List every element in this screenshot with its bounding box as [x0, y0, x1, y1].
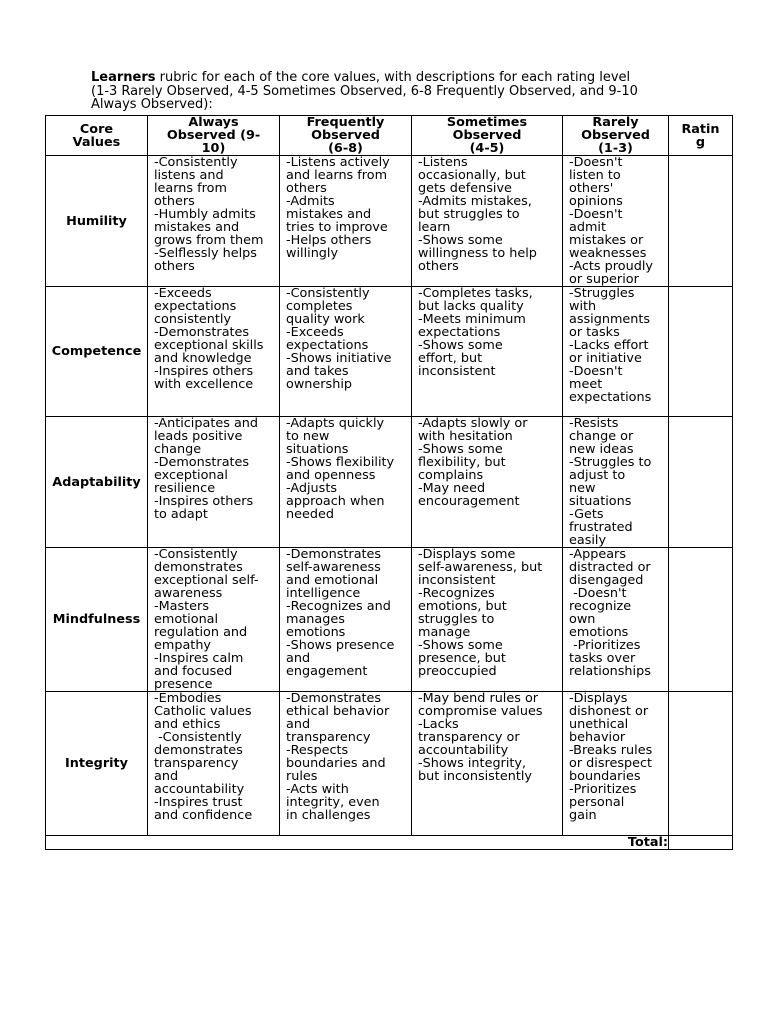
descriptor-line: in challenges [286, 808, 371, 823]
descriptor-line: situations [569, 494, 632, 509]
intro-line-1-text: rubric for each of the core values, with descriptions for each rating level [155, 70, 631, 85]
descriptor-line: own [569, 612, 596, 627]
descriptor-line: accountability [154, 782, 245, 797]
descriptor-line: demonstrates [154, 560, 243, 575]
descriptor-line: opinions [569, 194, 623, 209]
descriptor-line: resilience [154, 481, 216, 496]
descriptor-line: and ethics [154, 717, 221, 732]
descriptor-line: -Admits [286, 194, 335, 209]
descriptor-line: recognize [569, 599, 632, 614]
descriptor-line: others [154, 194, 195, 209]
descriptor-line: dishonest or [569, 704, 649, 719]
descriptor-line: but lacks quality [418, 299, 524, 314]
descriptor-line: exceptional [154, 468, 228, 483]
descriptor-line: -Doesn't [569, 207, 623, 222]
descriptor-line: empathy [154, 638, 212, 653]
rarely-observed-cell [563, 692, 669, 836]
descriptor-line: frustrated [569, 520, 633, 535]
descriptor-line: with hesitation [418, 429, 513, 444]
rarely-observed-cell [563, 156, 669, 287]
always-observed-cell [148, 156, 280, 287]
descriptor-line: -Struggles to [569, 455, 652, 470]
descriptor-line: tries to improve [286, 220, 388, 235]
total-rating-cell[interactable] [669, 836, 733, 850]
descriptor-line: unethical [569, 717, 629, 732]
descriptor-line: completes [286, 299, 353, 314]
descriptor-line: but inconsistently [418, 769, 532, 784]
descriptor-line: boundaries [569, 769, 641, 784]
always-observed-cell [148, 548, 280, 692]
rating-input-cell[interactable] [669, 156, 733, 287]
descriptor-line: meet [569, 377, 603, 392]
header-line: 10) [201, 141, 226, 156]
descriptor-line: struggles to [418, 612, 495, 627]
header-line: Observed [311, 128, 380, 143]
descriptor-line: -Meets minimum [418, 312, 526, 327]
descriptor-line: -Inspires others [154, 364, 254, 379]
descriptor-line: rules [286, 769, 318, 784]
table-row [46, 287, 733, 417]
descriptor-line: -Consistently [154, 155, 238, 170]
rarely-observed-cell [563, 548, 669, 692]
descriptor-line: intelligence [286, 586, 361, 601]
descriptor-line: and emotional [286, 573, 379, 588]
descriptor-line: -Struggles [569, 286, 635, 301]
descriptor-line: -Listens [418, 155, 468, 170]
descriptor-line: mistakes or [569, 233, 644, 248]
descriptor-line: -Shows some [418, 638, 503, 653]
descriptor-line: accountability [418, 743, 509, 758]
descriptor-line: -Consistently [286, 286, 370, 301]
descriptor-line: regulation and [154, 625, 248, 640]
descriptor-line: -Adapts slowly or [418, 416, 528, 431]
descriptor-line: disengaged [569, 573, 644, 588]
header-line: (4-5) [469, 141, 505, 156]
descriptor-line: and takes [286, 364, 349, 379]
sometimes-observed-cell [412, 692, 563, 836]
descriptor-line: -Shows some [418, 442, 503, 457]
descriptor-line: relationships [569, 664, 651, 679]
descriptor-line: -Acts proudly [569, 259, 653, 274]
descriptor-line: new ideas [569, 442, 634, 457]
descriptor-line: or superior [569, 272, 639, 287]
descriptor-line: integrity, even [286, 795, 380, 810]
descriptor-line: -Adjusts [286, 481, 338, 496]
descriptor-line: -Masters [154, 599, 209, 614]
descriptor-line: inconsistent [418, 364, 496, 379]
header-line: (6-8) [328, 141, 363, 156]
frequently-observed-cell [280, 156, 412, 287]
rating-input-cell[interactable] [669, 417, 733, 548]
descriptor-line: behavior [569, 730, 626, 745]
intro-paragraph [91, 71, 691, 112]
descriptor-line: effort, but [418, 351, 483, 366]
intro-line-1 [91, 71, 691, 85]
descriptor-line: expectations [418, 325, 501, 340]
header-line: Ratin [681, 121, 720, 137]
descriptor-line: and learns from [286, 168, 388, 183]
descriptor-line: boundaries and [286, 756, 386, 771]
descriptor-line: expectations [286, 338, 369, 353]
descriptor-line: awareness [154, 586, 223, 601]
descriptor-line: -Displays some [418, 547, 516, 562]
descriptor-line: -Shows flexibility [286, 455, 395, 470]
total-row [46, 836, 733, 850]
rubric-table [45, 115, 733, 850]
core-value-cell: Mindfulness [46, 548, 148, 692]
header-line: (1-3) [598, 141, 633, 156]
descriptor-line: -Recognizes and [286, 599, 391, 614]
descriptor-line: expectations [569, 390, 652, 405]
descriptor-line: but struggles to [418, 207, 520, 222]
descriptor-line: others' [569, 181, 614, 196]
descriptor-line: -Inspires calm [154, 651, 244, 666]
descriptor-line: distracted or [569, 560, 651, 575]
always-observed-cell [148, 417, 280, 548]
sometimes-observed-cell [412, 417, 563, 548]
descriptor-line: -Shows presence [286, 638, 395, 653]
descriptor-line: -Doesn't [569, 364, 623, 379]
descriptor-line: gets defensive [418, 181, 512, 196]
header-line: Core [79, 121, 114, 137]
sometimes-observed-cell [412, 548, 563, 692]
descriptor-line: -Appears [569, 547, 626, 562]
descriptor-line: engagement [286, 664, 368, 679]
descriptor-line: and [286, 717, 311, 732]
descriptor-line: presence, but [418, 651, 506, 666]
descriptor-line: -Exceeds [154, 286, 212, 301]
header-rarely-observed [563, 116, 669, 156]
core-value-cell: Competence [46, 287, 148, 417]
descriptor-line: to new [286, 429, 330, 444]
descriptor-line: consistently [154, 312, 232, 327]
descriptor-line: or disrespect [569, 756, 653, 771]
core-value-cell: Integrity [46, 692, 148, 836]
descriptor-line: learn [418, 220, 451, 235]
descriptor-line: others [286, 181, 327, 196]
descriptor-line: compromise values [418, 704, 543, 719]
table-row [46, 692, 733, 836]
descriptor-line: inconsistent [418, 573, 496, 588]
descriptor-line: mistakes and [154, 220, 240, 235]
descriptor-line: expectations [154, 299, 237, 314]
header-line: Observed (9- [166, 128, 261, 143]
descriptor-line: tasks over [569, 651, 636, 666]
descriptor-line: self-awareness, but [418, 560, 543, 575]
descriptor-line: and [154, 769, 179, 784]
descriptor-line: emotions [569, 625, 629, 640]
descriptor-line: -Shows some [418, 338, 503, 353]
descriptor-line: emotions, but [418, 599, 507, 614]
descriptor-line: -Demonstrates [154, 455, 250, 470]
descriptor-line: exceptional self- [154, 573, 259, 588]
descriptor-line: willingness to help [418, 246, 537, 261]
descriptor-line: self-awareness [286, 560, 381, 575]
descriptor-line: easily [569, 533, 607, 548]
descriptor-line: -Listens actively [286, 155, 390, 170]
descriptor-line: approach when [286, 494, 385, 509]
descriptor-line: occasionally, but [418, 168, 526, 183]
descriptor-line: learns from [154, 181, 227, 196]
descriptor-line: mistakes and [286, 207, 372, 222]
always-observed-cell [148, 692, 280, 836]
descriptor-line: with [569, 299, 597, 314]
descriptor-line: listens and [154, 168, 224, 183]
descriptor-line: weaknesses [569, 246, 647, 261]
descriptor-line: -Consistently [154, 547, 238, 562]
intro-line-2: (1-3 Rarely Observed, 4-5 Sometimes Observed, 6-8 Frequently Observed, and 9-10 [91, 83, 638, 99]
header-frequently-observed [280, 116, 412, 156]
descriptor-line: ethical behavior [286, 704, 390, 719]
descriptor-line: -Admits mistakes, [418, 194, 532, 209]
header-line: Observed [452, 128, 522, 143]
descriptor-line: -Prioritizes [569, 782, 637, 797]
descriptor-line: -Humbly admits [154, 207, 256, 222]
descriptor-line: demonstrates [154, 743, 243, 758]
descriptor-line: others [154, 259, 195, 274]
descriptor-line: -Adapts quickly [286, 416, 385, 431]
descriptor-line: personal [569, 795, 625, 810]
table-row [46, 548, 733, 692]
descriptor-line: transparency or [418, 730, 520, 745]
header-sometimes-observed [412, 116, 563, 156]
descriptor-line: situations [286, 442, 349, 457]
descriptor-line: or tasks [569, 325, 620, 340]
descriptor-line: admit [569, 220, 607, 235]
descriptor-line: presence [154, 677, 213, 692]
descriptor-line: manage [418, 625, 471, 640]
descriptor-line: transparency [286, 730, 371, 745]
header-rating [669, 116, 733, 156]
descriptor-line: -Shows integrity, [418, 756, 527, 771]
descriptor-line: new [569, 481, 596, 496]
header-line: Rarely [592, 115, 639, 130]
descriptor-line: grows from them [154, 233, 264, 248]
descriptor-line: -Completes tasks, [418, 286, 533, 301]
descriptor-line: adjust to [569, 468, 626, 483]
descriptor-line: -Doesn't [569, 586, 627, 601]
descriptor-line: -Inspires trust [154, 795, 243, 810]
descriptor-line: -Prioritizes [569, 638, 641, 653]
descriptor-line: -Resists [569, 416, 619, 431]
header-line: Sometimes [446, 115, 528, 130]
descriptor-line: quality work [286, 312, 365, 327]
descriptor-line: needed [286, 507, 334, 522]
frequently-observed-cell [280, 548, 412, 692]
table-row [46, 417, 733, 548]
core-value-cell: Humility [46, 156, 148, 287]
header-line: Frequently [306, 115, 385, 130]
descriptor-line: -Demonstrates [286, 547, 382, 562]
descriptor-line: assignments [569, 312, 651, 327]
core-value-cell: Adaptability [46, 417, 148, 548]
rarely-observed-cell [563, 417, 669, 548]
sometimes-observed-cell [412, 156, 563, 287]
intro-line-3: Always Observed): [91, 97, 213, 112]
descriptor-line: -Gets [569, 507, 604, 522]
header-line: Always [188, 115, 239, 130]
descriptor-line: manages [286, 612, 345, 627]
header-line: g [695, 134, 706, 150]
descriptor-line: -Recognizes [418, 586, 495, 601]
header-line: Values [72, 134, 121, 150]
descriptor-line: others [418, 259, 459, 274]
descriptor-line: to adapt [154, 507, 208, 522]
descriptor-line: encouragement [418, 494, 520, 509]
rating-input-cell[interactable] [669, 692, 733, 836]
descriptor-line: -Breaks rules [569, 743, 653, 758]
descriptor-line: ownership [286, 377, 352, 392]
rating-input-cell[interactable] [669, 548, 733, 692]
frequently-observed-cell [280, 417, 412, 548]
table-row [46, 156, 733, 287]
rarely-observed-cell [563, 287, 669, 417]
descriptor-line: emotional [154, 612, 219, 627]
descriptor-line: and focused [154, 664, 233, 679]
descriptor-line: and openness [286, 468, 376, 483]
descriptor-line: -Doesn't [569, 155, 623, 170]
frequently-observed-cell [280, 287, 412, 417]
descriptor-line: flexibility, but [418, 455, 506, 470]
descriptor-line: -Demonstrates [154, 325, 250, 340]
total-label: Total: [46, 836, 669, 850]
descriptor-line: emotions [286, 625, 346, 640]
descriptor-line: and knowledge [154, 351, 252, 366]
descriptor-line: -Selflessly helps [154, 246, 257, 261]
header-core-values [46, 116, 148, 156]
descriptor-line: -May bend rules or [418, 691, 539, 706]
descriptor-line: or initiative [569, 351, 642, 366]
header-row [46, 116, 733, 156]
descriptor-line: -Embodies [154, 691, 222, 706]
descriptor-line: willingly [286, 246, 339, 261]
descriptor-line: -Displays [569, 691, 628, 706]
rating-input-cell[interactable] [669, 287, 733, 417]
descriptor-line: -Shows some [418, 233, 503, 248]
descriptor-line: change [154, 442, 202, 457]
descriptor-line: -Acts with [286, 782, 349, 797]
descriptor-line: preoccupied [418, 664, 497, 679]
intro-bold-word: Learners [91, 70, 156, 85]
descriptor-line: -May need [418, 481, 486, 496]
descriptor-line: -Shows initiative [286, 351, 392, 366]
frequently-observed-cell [280, 692, 412, 836]
descriptor-line: -Inspires others [154, 494, 254, 509]
descriptor-line: transparency [154, 756, 239, 771]
descriptor-line: complains [418, 468, 484, 483]
descriptor-line: listen to [569, 168, 621, 183]
always-observed-cell [148, 287, 280, 417]
descriptor-line: -Anticipates and [154, 416, 259, 431]
header-line: Observed [581, 128, 650, 143]
descriptor-line: and confidence [154, 808, 253, 823]
descriptor-line: with excellence [154, 377, 254, 392]
descriptor-line: Catholic values [154, 704, 252, 719]
sometimes-observed-cell [412, 287, 563, 417]
descriptor-line: change or [569, 429, 634, 444]
descriptor-line: -Exceeds [286, 325, 344, 340]
descriptor-line: -Demonstrates [286, 691, 382, 706]
header-always-observed [148, 116, 280, 156]
descriptor-line: -Lacks [418, 717, 459, 732]
descriptor-line: -Helps others [286, 233, 372, 248]
descriptor-line: -Respects [286, 743, 349, 758]
descriptor-line: -Lacks effort [569, 338, 649, 353]
descriptor-line: -Consistently [154, 730, 242, 745]
descriptor-line: and [286, 651, 311, 666]
descriptor-line: exceptional skills [154, 338, 264, 353]
descriptor-line: gain [569, 808, 597, 823]
descriptor-line: leads positive [154, 429, 243, 444]
